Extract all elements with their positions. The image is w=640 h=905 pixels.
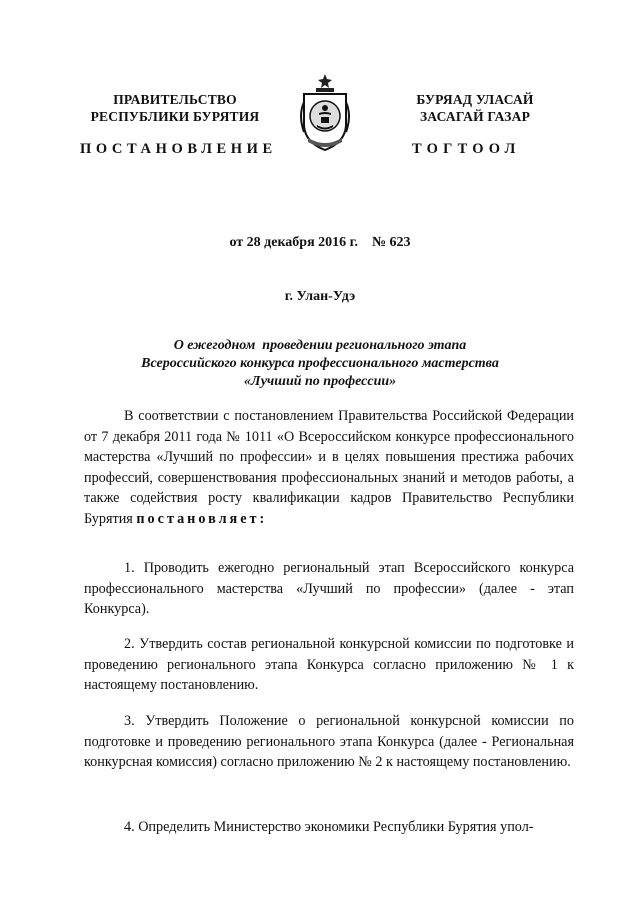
header-right xyxy=(370,91,580,125)
header-right-line1: БУРЯАД УЛАСАЙ xyxy=(416,92,534,107)
date-number-line xyxy=(0,235,640,251)
title-line1: О ежегодном проведении регионального этапа xyxy=(173,338,467,353)
decree-title xyxy=(90,337,550,391)
coat-of-arms-icon xyxy=(296,72,354,154)
header-right-line2: ЗАСАГАЙ ГАЗАР xyxy=(419,109,531,124)
decree-city: г. Улан-Удэ xyxy=(284,289,356,304)
preamble-text: В соответствии с постановлением Правительства Российской Федерации от 7 декабря 2011 года № 1011 «О Всероссийском конкурсе профессионального мастерства «Лучший по профессии» и в целях повышения престижа рабочих профессий, совершенствования профессиональных знаний и методов работы, а также содействия росту квалификации кадров Правительство Республики Бурятия xyxy=(84,408,574,527)
preamble-paragraph xyxy=(84,406,574,530)
header-left-line2: РЕСПУБЛИКИ БУРЯТИЯ xyxy=(90,109,260,124)
item-3-paragraph: 3. Утвердить Положение о региональной конкурсной комиссии по подготовке и проведению регионального этапа Конкурса (далее - Региональная конкурсная комиссия) согласно приложению № 2 к настоящему постановлению. xyxy=(84,713,574,771)
item-2-paragraph: 2. Утвердить состав региональной конкурсной комиссии по подготовке и проведению регионального этапа Конкурса согласно приложению № 1 к настоящему постановлению. xyxy=(84,636,574,694)
decree-date: от 28 декабря 2016 г. xyxy=(229,235,358,250)
item-1-paragraph: 1. Проводить ежегодно региональный этап Всероссийского конкурса профессионального мастерства «Лучший по профессии» (далее - этап Конкурса). xyxy=(84,560,574,618)
decree-number: № 623 xyxy=(371,235,411,250)
title-line2: Всероссийского конкурса профессионального мастерства xyxy=(141,356,499,371)
doc-type-russian: ПОСТАНОВЛЕНИЕ xyxy=(80,141,277,157)
doc-type-buryat: ТОГТООЛ xyxy=(412,141,521,157)
item-4-paragraph: 4. Определить Министерство экономики Республики Бурятия упол- xyxy=(124,819,534,835)
title-line3: «Лучший по профессии» xyxy=(243,374,397,389)
header-left-line1: ПРАВИТЕЛЬСТВО xyxy=(113,92,237,107)
header-left xyxy=(70,91,280,125)
resolves-word: постановляет: xyxy=(136,510,268,527)
